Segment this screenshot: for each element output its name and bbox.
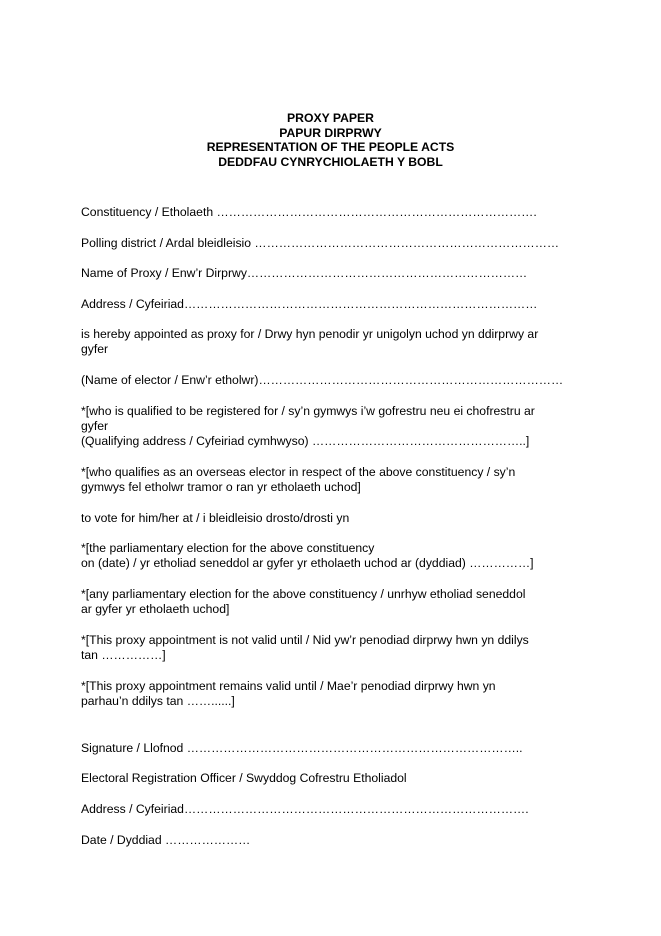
remains-valid-paragraph	[81, 679, 586, 709]
date-field: Date / Dyddiad …………………	[81, 833, 251, 847]
appointed-line: gyfer	[81, 342, 109, 356]
title-english: PROXY PAPER	[287, 111, 374, 125]
acts-welsh: DEDDFAU CYNRYCHIOLAETH Y BOBL	[218, 154, 443, 169]
not-valid-line: *[This proxy appointment is not valid until / Nid yw’r penodiad dirprwy hwn yn ddilys	[81, 633, 529, 647]
any-election-paragraph	[81, 587, 586, 617]
appointed-paragraph	[81, 327, 586, 357]
qualifying-address-field: (Qualifying address / Cyfeiriad cymhwyso) ……………………………………………..]	[81, 434, 530, 448]
vote-for-line: to vote for him/her at / i bleidleisio drosto/drosti yn	[81, 511, 350, 525]
acts-english: REPRESENTATION OF THE PEOPLE ACTS	[206, 140, 455, 154]
constituency-field: Constituency / Etholaeth …………………………………………………………………….	[81, 205, 537, 219]
overseas-line: gymwys fel etholwr tramor o ran yr etholaeth uchod]	[81, 480, 361, 494]
election-date-field: on (date) / yr etholiad seneddol ar gyfer yr etholaeth uchod ar (dyddiad) ……………]	[81, 556, 534, 570]
qualified-line: gyfer	[81, 419, 109, 433]
any-election-line: ar gyfer yr etholaeth uchod]	[81, 602, 230, 616]
remains-valid-line: *[This proxy appointment remains valid until / Mae’r penodiad dirprwy hwn yn	[81, 679, 496, 693]
polling-district-field: Polling district / Ardal bleidleisio …………………………………………………………………	[81, 236, 560, 250]
title-welsh: PAPUR DIRPRWY	[279, 125, 382, 140]
overseas-line: *[who qualifies as an overseas elector in respect of the above constituency / sy’n	[81, 465, 516, 479]
parliamentary-line: *[the parliamentary election for the above constituency	[81, 541, 375, 555]
remains-valid-date-field: parhau’n ddilys tan ……......]	[81, 694, 235, 708]
overseas-paragraph	[81, 465, 586, 495]
ero-address-field: Address / Cyfeiriad………………………………………………………………………….	[81, 802, 529, 816]
appointed-line: is hereby appointed as proxy for / Drwy hyn penodir yr unigolyn uchod yn ddirprwy ar	[81, 327, 539, 341]
proxy-address-field: Address / Cyfeiriad……………………………………………………………………………	[81, 297, 538, 311]
name-of-elector-field: (Name of elector / Enw’r etholwr)…………………………………………………………………	[81, 373, 564, 387]
name-of-proxy-field: Name of Proxy / Enw’r Dirprwy……………………………………………………………	[81, 266, 528, 280]
qualified-line: *[who is qualified to be registered for / sy’n gymwys i’w gofrestru neu ei chofrestru ar	[81, 404, 535, 418]
not-valid-date-field: tan ……………]	[81, 648, 166, 662]
ero-label: Electoral Registration Officer / Swyddog Cofrestru Etholiadol	[81, 771, 407, 785]
parliamentary-election-paragraph	[81, 541, 586, 571]
not-valid-until-paragraph	[81, 633, 586, 663]
document-header	[0, 111, 661, 169]
signature-field: Signature / Llofnod ………………………………………………………………………..	[81, 741, 523, 755]
qualified-paragraph	[81, 404, 586, 449]
any-election-line: *[any parliamentary election for the above constituency / unrhyw etholiad seneddol	[81, 587, 526, 601]
